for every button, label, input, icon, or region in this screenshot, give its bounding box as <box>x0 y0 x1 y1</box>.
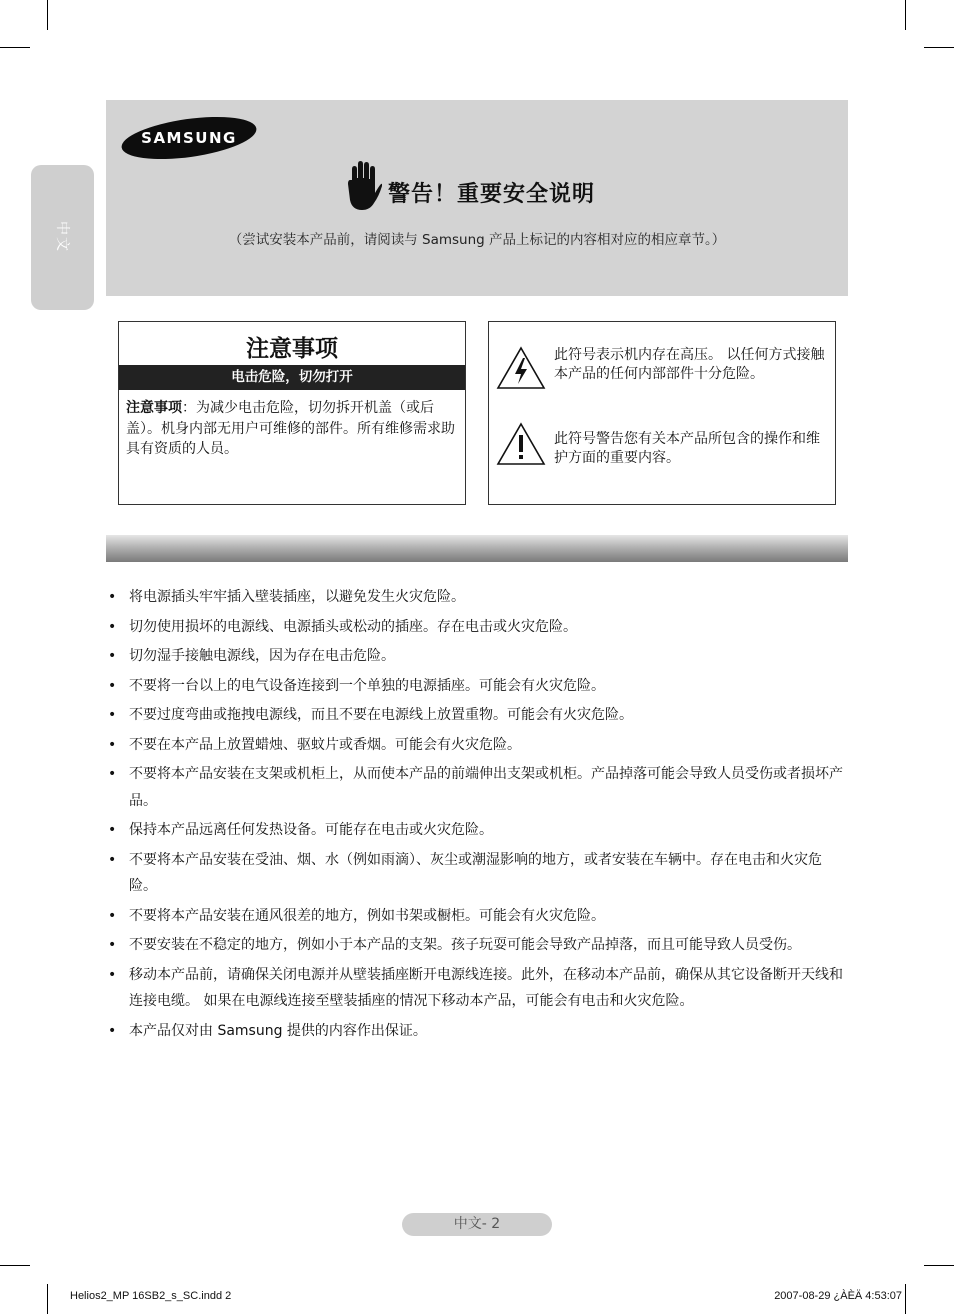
list-item: • 本产品仅对由 Samsung 提供的内容作出保证。 <box>106 1018 848 1045</box>
list-item: • 不要在本产品上放置蜡烛、驱蚊片或香烟。可能会有火灾危险。 <box>106 732 848 759</box>
header-subtitle: （尝试安装本产品前，请阅读与 Samsung 产品上标记的内容相对应的相应章节。） <box>228 232 726 248</box>
caution-text-body: ：为减少电击危险，切勿拆开机盖（或后盖）。机身内部无用户可维修的部件。所有维修需求助具有资质的人员。 <box>126 400 455 457</box>
page-title: 警告！重要安全说明 <box>388 182 596 207</box>
symbol-text-high-voltage: 此符号表示机内存在高压。 以任何方式接触本产品的任何内部部件十分危险。 <box>554 347 825 382</box>
safety-bullet-list <box>106 584 848 1047</box>
caution-box <box>118 321 466 505</box>
header-title-row <box>344 150 595 212</box>
list-item: • 移动本产品前，请确保关闭电源并从壁装插座断开电源线连接。此外，在移动本产品前，确保从其它设备断开天线和连接电缆。 如果在电源线连接至壁装插座的情况下移动本产品，可能会有电击和火灾危险。 <box>106 962 848 1015</box>
list-item: • 切勿使用损坏的电源线、电源插头或松动的插座。存在电击或火灾危险。 <box>106 614 848 641</box>
list-item: • 将电源插头牢牢插入壁装插座，以避免发生火灾危险。 <box>106 584 848 611</box>
crop-mark <box>0 1265 30 1266</box>
crop-mark <box>924 47 954 48</box>
svg-text:SAMSUNG: SAMSUNG <box>141 129 237 147</box>
symbol-explanation-box <box>488 321 836 505</box>
crop-mark <box>905 1284 906 1314</box>
list-item: • 不要过度弯曲或拖拽电源线，而且不要在电源线上放置重物。可能会有火灾危险。 <box>106 702 848 729</box>
page-number: 中文- 2 <box>402 1213 552 1236</box>
list-item: • 不要将本产品安装在通风很差的地方，例如书架或橱柜。可能会有火灾危险。 <box>106 903 848 930</box>
crop-mark <box>47 0 48 30</box>
symbol-text-important: 此符号警告您有关本产品所包含的操作和维护方面的重要内容。 <box>554 431 820 466</box>
stop-hand-icon <box>344 160 382 212</box>
crop-mark <box>924 1265 954 1266</box>
caution-text-lead: 注意事项 <box>126 400 182 416</box>
footer-file-name: Helios2_MP 16SB2_s_SC.indd 2 <box>70 1290 232 1302</box>
crop-mark <box>0 47 30 48</box>
crop-mark <box>905 0 906 30</box>
warning-header <box>106 100 848 296</box>
list-item: • 不要将一台以上的电气设备连接到一个单独的电源插座。可能会有火灾危险。 <box>106 673 848 700</box>
lightning-warning-icon <box>496 346 546 390</box>
list-item: • 保持本产品远离任何发热设备。可能存在电击或火灾危险。 <box>106 817 848 844</box>
language-side-tab <box>31 165 94 310</box>
list-item: • 不要将本产品安装在支架或机柜上，从而使本产品的前端伸出支架或机柜。产品掉落可能会导致人员受伤或者损坏产品。 <box>106 761 848 814</box>
caution-text <box>126 398 466 460</box>
crop-mark <box>47 1284 48 1314</box>
list-item: • 不要安装在不稳定的地方，例如小于本产品的支架。孩子玩耍可能会导致产品掉落，而且可能导致人员受伤。 <box>106 932 848 959</box>
exclamation-warning-icon <box>496 422 546 466</box>
section-separator <box>106 535 848 562</box>
side-tab-label: 中文 <box>53 221 70 253</box>
caution-bar: 电击危险，切勿打开 <box>119 365 465 390</box>
caution-title: 注意事项 <box>246 336 338 362</box>
samsung-logo <box>120 116 258 160</box>
list-item: • 不要将本产品安装在受油、烟、水（例如雨滴）、灰尘或潮湿影响的地方，或者安装在车辆中。存在电击和火灾危险。 <box>106 847 848 900</box>
footer-timestamp: 2007-08-29 ¿ÀÈÄ 4:53:07 <box>774 1290 902 1302</box>
list-item: • 切勿湿手接触电源线，因为存在电击危险。 <box>106 643 848 670</box>
